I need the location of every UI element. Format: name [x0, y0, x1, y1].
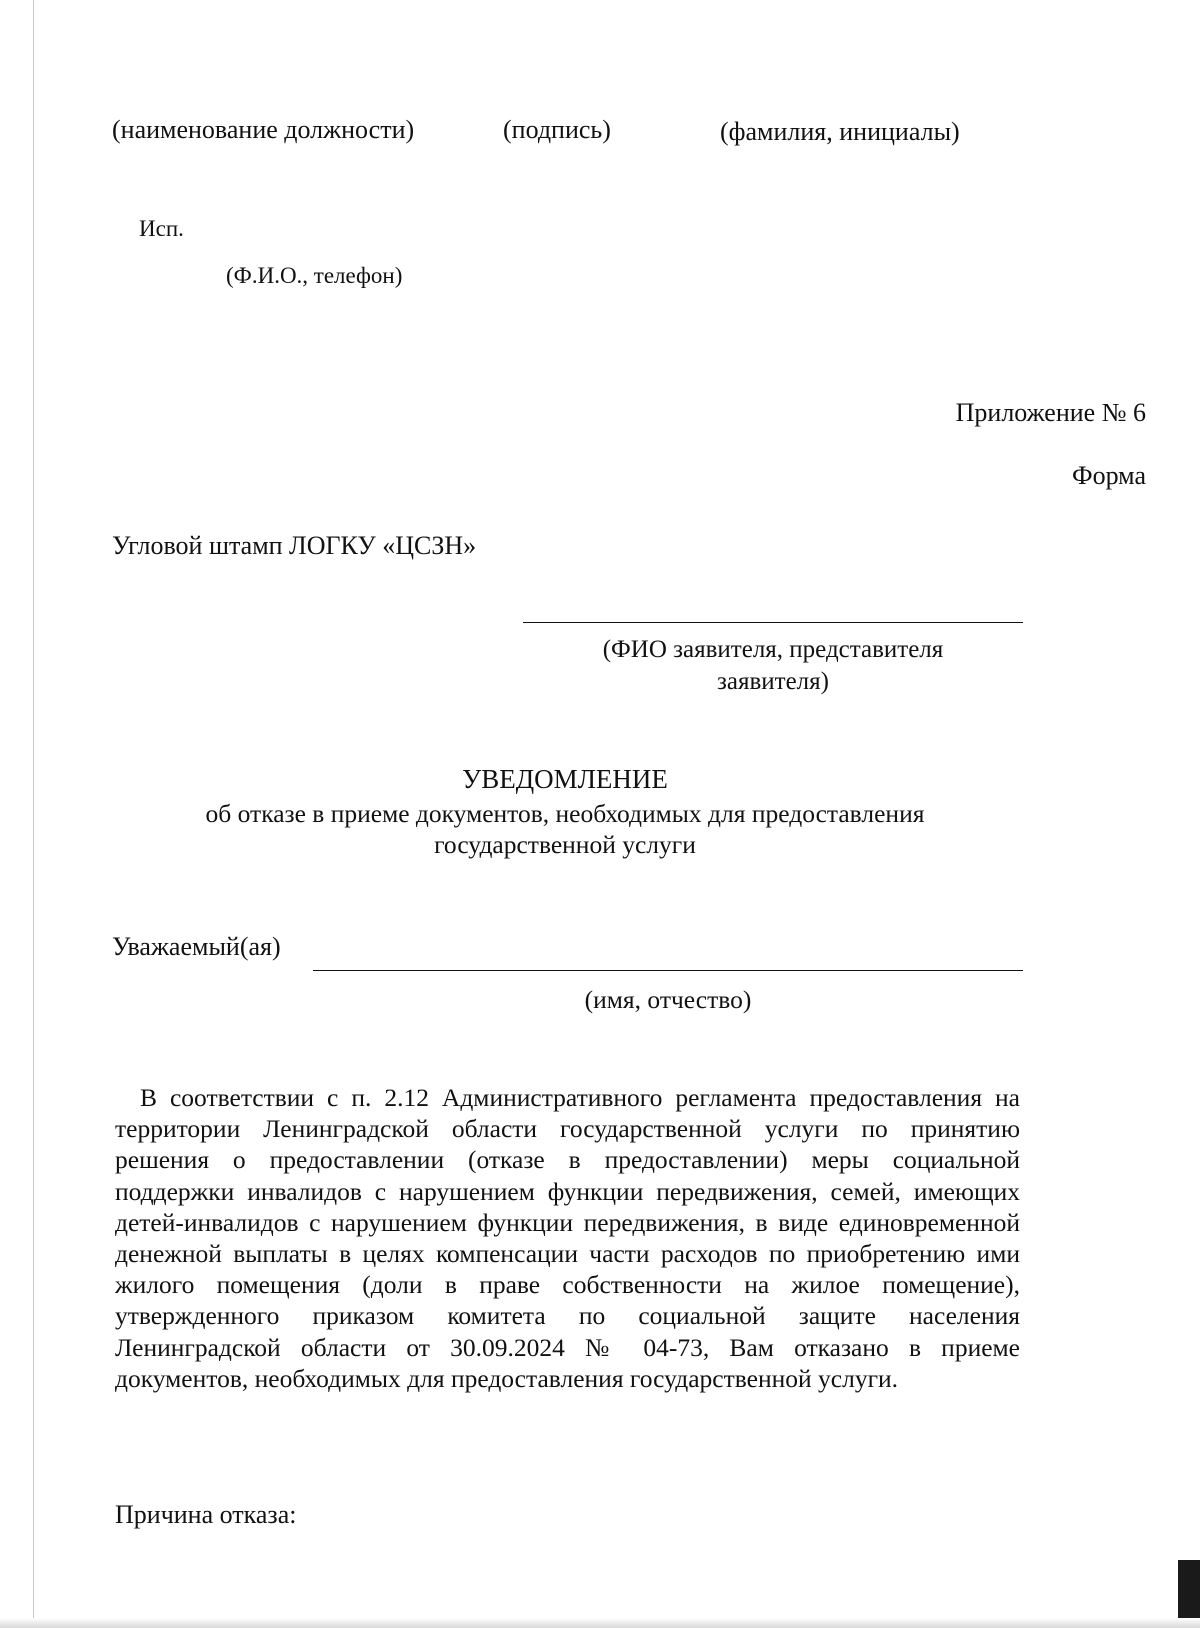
signature-caption: (подпись) [503, 115, 611, 144]
recipient-caption [523, 634, 1023, 698]
appendix-label: Приложение № 6 [955, 398, 1146, 427]
notice-subtitle-line1: об отказе в приеме документов, необходимых для предоставления [205, 799, 925, 828]
recipient-name-line [523, 622, 1023, 623]
notice-body-paragraph: В соответствии с п. 2.12 Административного регламента предоставления на территории Ленинградской области государственной услуги по принятию решения о предоставлении (отказе в предоставлении) меры социальной поддержки инвалидов с нарушением функции передвижения, семей, имеющих детей-инвалидов с нарушением функции передвижения, в виде единовременной денежной выплаты в целях компенсации части расходов по приобретению ими жилого помещения (доли в праве собственности на жилое помещение), утвержденного приказом комитета по социальной защите населения Ленинградской области от 30.09.2024 № 04-73, Вам отказано в приеме документов, необходимых для предоставления государственной услуги. [115, 1083, 1020, 1393]
corner-stamp-label: Угловой штамп ЛОГКУ «ЦСЗН» [112, 531, 477, 560]
name-initials-caption: (фамилия, инициалы) [720, 117, 960, 146]
recipient-caption-line2: заявителя) [717, 668, 829, 695]
form-label: Форма [1072, 461, 1146, 490]
refusal-reason-label: Причина отказа: [115, 1500, 297, 1529]
notice-subtitle-line2: государственной услуги [434, 830, 696, 859]
notice-title: УВЕДОМЛЕНИЕ [462, 764, 668, 794]
greeting-caption: (имя, отчество) [584, 985, 752, 1014]
recipient-caption-line1: (ФИО заявителя, представителя [602, 636, 944, 663]
greeting-name-line [313, 970, 1023, 971]
executor-label: Исп. [139, 216, 184, 241]
position-caption: (наименование должности) [112, 115, 415, 144]
scan-edge-bottom [0, 1618, 1200, 1628]
notice-subtitle [0, 798, 1130, 860]
executor-caption: (Ф.И.О., телефон) [226, 263, 403, 288]
greeting-label: Уважаемый(ая) [112, 932, 281, 961]
